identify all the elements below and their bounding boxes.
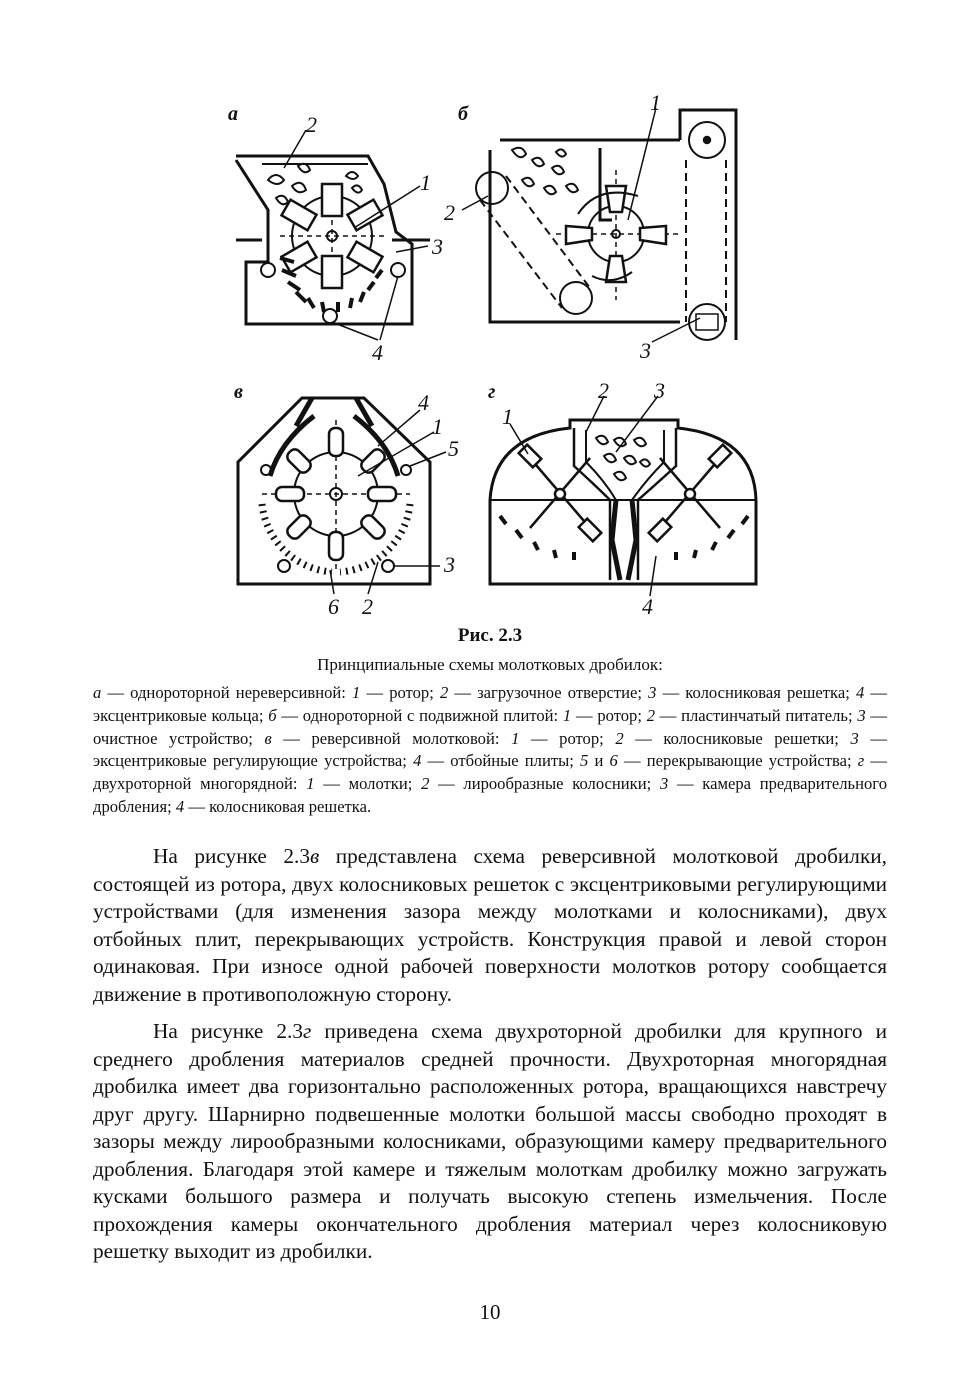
legend-key: 3: [648, 683, 657, 702]
panel-a-callout-4: 4: [372, 340, 383, 365]
legend-text: — ротор;: [360, 683, 440, 702]
panel-v-callout-3: 3: [444, 552, 455, 577]
panel-g-callout-4: 4: [642, 594, 653, 619]
legend-text: — лирообразные колосники;: [429, 774, 660, 794]
panel-v-callout-1: 1: [432, 414, 443, 439]
panel-a-label: а: [228, 103, 238, 125]
panel-g-diagram: [488, 378, 756, 619]
legend-key: 1: [306, 774, 315, 794]
panel-b-callout-2: 2: [444, 200, 455, 225]
legend-text: — реверсивной молотковой:: [271, 728, 512, 748]
legend-text: — перекрывающие устройства;: [617, 751, 858, 771]
legend-text: — молотки;: [314, 774, 422, 794]
legend-key: 2: [421, 774, 430, 794]
legend-text: — очистное устройство;: [93, 705, 887, 748]
panel-a-callout-2: 2: [306, 112, 317, 137]
legend-key: 2: [439, 683, 449, 702]
legend-key: 3: [850, 728, 859, 748]
legend-text: — ротор;: [571, 705, 647, 725]
legend-key: 2: [615, 728, 624, 748]
legend-key: 1: [562, 705, 572, 725]
panel-g-callout-2: 2: [598, 378, 609, 403]
legend-text: — эксцентриковые регулирующие устройства;: [93, 728, 887, 771]
legend-key: б: [268, 705, 277, 725]
panel-g-callout-3: 3: [654, 378, 665, 403]
figure-title: Рис. 2.3: [457, 625, 523, 646]
panel-v-callout-6: 6: [328, 594, 339, 619]
panel-g-label: г: [488, 381, 496, 403]
page-number: 10: [479, 1300, 501, 1324]
panel-a-diagram: [228, 103, 443, 365]
panel-b-diagram: [444, 90, 736, 363]
legend-key: 4: [855, 683, 865, 702]
legend-text: — двухроторной многорядной:: [93, 751, 887, 794]
paragraph: На рисунке 2.3в представлена схема реверсивной молотковой дробилки, состоящей из ротора, двух колосниковых решеток с эксцентриковыми регулирующими устройствами (для изменения зазора между молотками и колосниками), двух отбойных плит, перекрывающих устройств. Конструкция правой и левой сторон одинаковая. При износе одной рабочей поверхности молотков ротору сообщается движение в противоположную сторону.: [93, 844, 888, 1006]
legend-key: 3: [857, 705, 866, 725]
panel-b-callout-1: 1: [650, 90, 661, 115]
legend-key: г: [857, 751, 865, 771]
legend-key: 1: [511, 728, 520, 748]
legend-key: 6: [609, 751, 618, 771]
legend-key: 2: [646, 705, 655, 725]
legend-key: 3: [659, 774, 669, 794]
panel-a-callout-1: 1: [420, 170, 431, 195]
panel-v-callout-5: 5: [448, 436, 459, 461]
figure-subtitle: Принципиальные схемы молотковых дробилок:: [317, 655, 663, 674]
legend-key: 4: [175, 796, 185, 816]
legend-key: 1: [352, 683, 361, 702]
panel-g-callout-1: 1: [502, 404, 513, 429]
panel-v-label: в: [234, 381, 243, 403]
legend-text: и: [588, 751, 610, 771]
legend-text: — загрузочное отверстие;: [448, 683, 649, 702]
legend-text: — однороторной с подвижной плитой:: [276, 705, 563, 725]
legend-key: в: [264, 728, 272, 748]
panel-b-callout-3: 3: [640, 338, 651, 363]
legend-text: — отбойные плиты;: [421, 751, 581, 771]
legend-text: — однороторной нереверсивной:: [101, 683, 353, 702]
legend-key: 4: [413, 751, 422, 771]
legend-text: — колосниковые решетки;: [623, 728, 851, 748]
panel-v-callout-4: 4: [418, 390, 429, 415]
legend-text: — ротор;: [519, 728, 616, 748]
legend-text: — эксцентриковые кольца;: [93, 683, 887, 725]
legend-text: — колосниковая решетка;: [656, 683, 856, 702]
legend-key: а: [93, 683, 102, 702]
legend-key: 5: [580, 751, 589, 771]
legend-text: — камера предварительного дробления;: [93, 774, 887, 816]
panel-a-callout-3: 3: [432, 234, 443, 259]
figure-legend: [93, 682, 887, 819]
panel-v-callout-2: 2: [362, 594, 373, 619]
body-text: [93, 843, 887, 1276]
panel-b-label: б: [458, 103, 468, 125]
legend-text: — пластинчатый питатель;: [655, 705, 858, 725]
paragraph: На рисунке 2.3г приведена схема двухроторной дробилки для крупного и среднего дробления материалов средней прочности. Двухроторная многорядная дробилка имеет два горизонтально расположенных ротора, вращающихся навстречу друг другу. Шарнирно подвешенные молотки большой массы свободно проходят в зазоры между лирообразными колосниками, образующими камеру предварительного дробления. Благодаря этой камере и тяжелым молоткам дробилку можно загружать кусками большого размера и получать высокую степень измельчения. После прохождения камеры окончательного дробления материал через колосниковую решетку выходит из дробилки.: [93, 1019, 887, 1263]
legend-text: — колосниковая решетка.: [184, 796, 372, 816]
figure-2-3: [0, 0, 980, 640]
panel-v-diagram: [234, 381, 459, 619]
